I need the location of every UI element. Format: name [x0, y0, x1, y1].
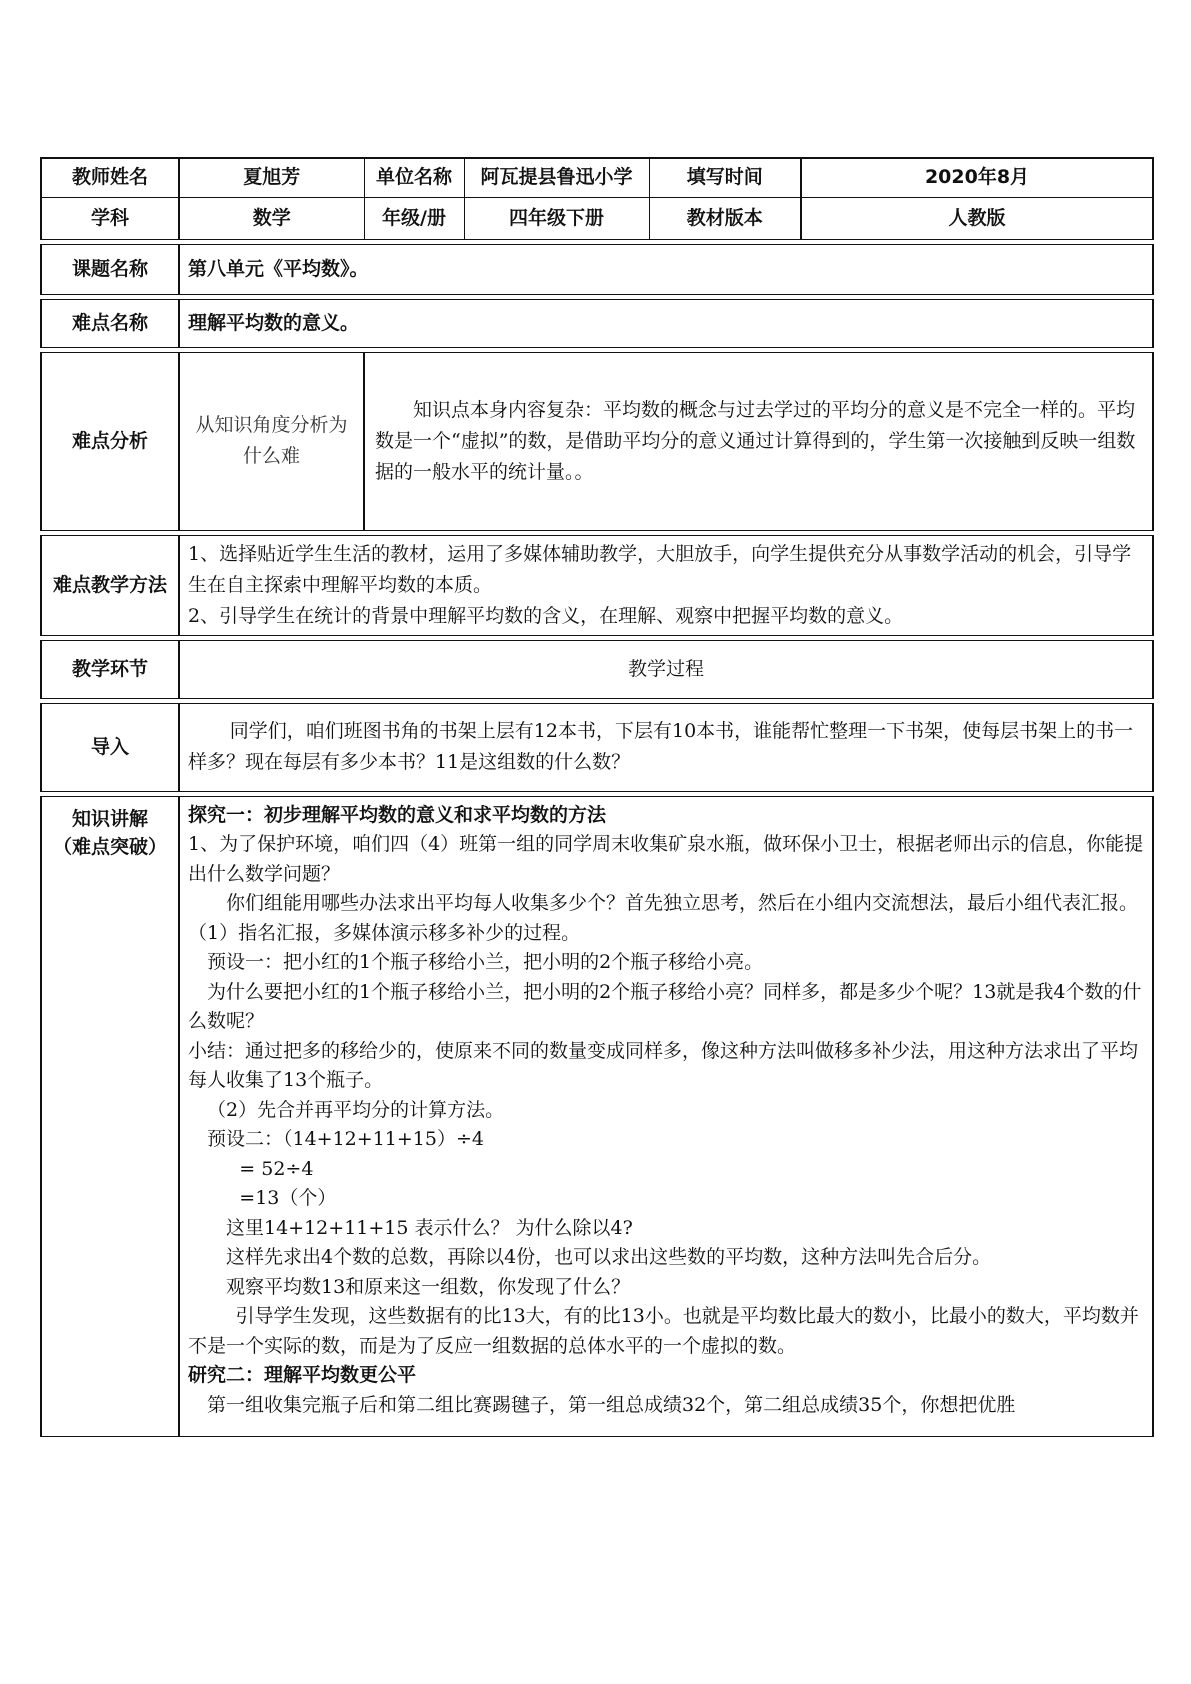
unit-label: 单位名称 — [364, 158, 464, 197]
edition-label: 教材版本 — [649, 197, 801, 239]
knowledge-label-cell — [41, 796, 179, 1436]
teacher-label: 教师姓名 — [41, 158, 179, 197]
difficulty-row — [41, 299, 1153, 347]
teacher-value: 夏旭芳 — [179, 158, 364, 197]
difficulty-value: 理解平均数的意义。 — [179, 299, 1153, 347]
knowledge-line: 这里14+12+11+15 表示什么？ 为什么除以4? — [226, 1216, 633, 1239]
analysis-label: 难点分析 — [41, 352, 179, 530]
knowledge-line: 为什么要把小红的1个瓶子移给小兰，把小明的2个瓶子移给小亮？同样多，都是多少个呢？13就是我4个数的什么数呢？ — [188, 980, 1142, 1032]
knowledge-line: 预设二：（14+12+11+15）÷4 — [207, 1128, 484, 1150]
grade-label: 年级/册 — [364, 197, 464, 239]
intro-cell — [179, 703, 1153, 791]
knowledge-line: 1、为了保护环境，咱们四（4）班第一组的同学周末收集矿泉水瓶，做环保小卫士，根据老师出示的信息，你能提出什么数学问题？ — [188, 833, 1144, 885]
knowledge-line: 引导学生发现，这些数据有的比13大，有的比13小。也就是平均数比最大的数小，比最小的数大，平均数并不是一个实际的数，而是为了反应一组数据的总体水平的一个虚拟的数。 — [188, 1305, 1139, 1357]
methods-row — [41, 535, 1153, 635]
analysis-text-cell — [364, 352, 1153, 530]
knowledge-line: （1）指名汇报，多媒体演示移多补少的过程。 — [188, 921, 581, 944]
intro-row — [41, 703, 1153, 791]
intro-label: 导入 — [41, 703, 179, 791]
knowledge-heading-2: 研究二：理解平均数更公平 — [188, 1364, 417, 1386]
knowledge-line: 观察平均数13和原来这一组数，你发现了什么？ — [226, 1275, 631, 1298]
knowledge-label-1: 知识讲解 — [71, 807, 148, 830]
difficulty-label: 难点名称 — [41, 299, 179, 347]
subject-value: 数学 — [179, 197, 364, 239]
analysis-row — [41, 352, 1153, 530]
knowledge-line: （2）先合并再平均分的计算方法。 — [207, 1098, 505, 1121]
knowledge-line: 小结：通过把多的移给少的，使原来不同的数量变成同样多，像这种方法叫做移多补少法，用这种方法求出了平均每人收集了13个瓶子。 — [188, 1039, 1139, 1091]
methods-line-1: 1、选择贴近学生生活的教材，运用了多媒体辅助教学，大胆放手，向学生提供充分从事数学活动的机会，引导学生在自主探索中理解平均数的本质。 — [188, 542, 1132, 596]
grade-value: 四年级下册 — [464, 197, 649, 239]
knowledge-label-2: （难点突破） — [52, 835, 167, 858]
header-row-1 — [41, 158, 1153, 197]
intro-text: 同学们，咱们班图书角的书架上层有12本书，下层有10本书，谁能帮忙整理一下书架，使每层书架上的书一样多？现在每层有多少本书？11是这组数的什么数？ — [188, 720, 1134, 773]
subject-label: 学科 — [41, 197, 179, 239]
analysis-text: 知识点本身内容复杂：平均数的概念与过去学过的平均分的意义是不完全一样的。平均数是一个“虚拟”的数，是借助平均分的意义通过计算得到的，学生第一次接触到反映一组数据的一般水平的统计量。。 — [375, 398, 1136, 483]
edition-value: 人教版 — [801, 197, 1153, 239]
methods-label: 难点教学方法 — [41, 535, 179, 635]
knowledge-row — [41, 796, 1153, 1436]
knowledge-line: 第一组收集完瓶子后和第二组比赛踢毽子，第一组总成绩32个，第二组总成绩35个，你想把优胜 — [207, 1393, 1016, 1416]
lesson-plan-page — [40, 157, 1152, 1437]
methods-line-2: 2、引导学生在统计的背景中理解平均数的含义，在理解、观察中把握平均数的意义。 — [188, 604, 904, 627]
knowledge-line: =13（个） — [239, 1187, 337, 1209]
time-value: 2020年8月 — [801, 158, 1153, 197]
knowledge-heading-1: 探究一：初步理解平均数的意义和求平均数的方法 — [188, 803, 607, 826]
analysis-angle: 从知识角度分析为什么难 — [179, 352, 364, 530]
topic-row — [41, 244, 1153, 294]
lesson-plan-table — [40, 157, 1154, 1437]
methods-cell — [179, 535, 1153, 635]
process-row — [41, 640, 1153, 698]
process-label: 教学环节 — [41, 640, 179, 698]
knowledge-line: 你们组能用哪些办法求出平均每人收集多少个？首先独立思考，然后在小组内交流想法，最后小组代表汇报。 — [226, 892, 1139, 914]
topic-label: 课题名称 — [41, 244, 179, 294]
knowledge-line: 这样先求出4个数的总数，再除以4份，也可以求出这些数的平均数，这种方法叫先合后分。 — [226, 1246, 992, 1268]
knowledge-line: = 52÷4 — [239, 1157, 314, 1180]
topic-value: 第八单元《平均数》。 — [179, 244, 1153, 294]
process-value: 教学过程 — [179, 640, 1153, 698]
header-row-2 — [41, 197, 1153, 239]
time-label: 填写时间 — [649, 158, 801, 197]
unit-value: 阿瓦提县鲁迅小学 — [464, 158, 649, 197]
knowledge-line: 预设一：把小红的1个瓶子移给小兰，把小明的2个瓶子移给小亮。 — [207, 951, 764, 973]
knowledge-cell — [179, 796, 1153, 1436]
